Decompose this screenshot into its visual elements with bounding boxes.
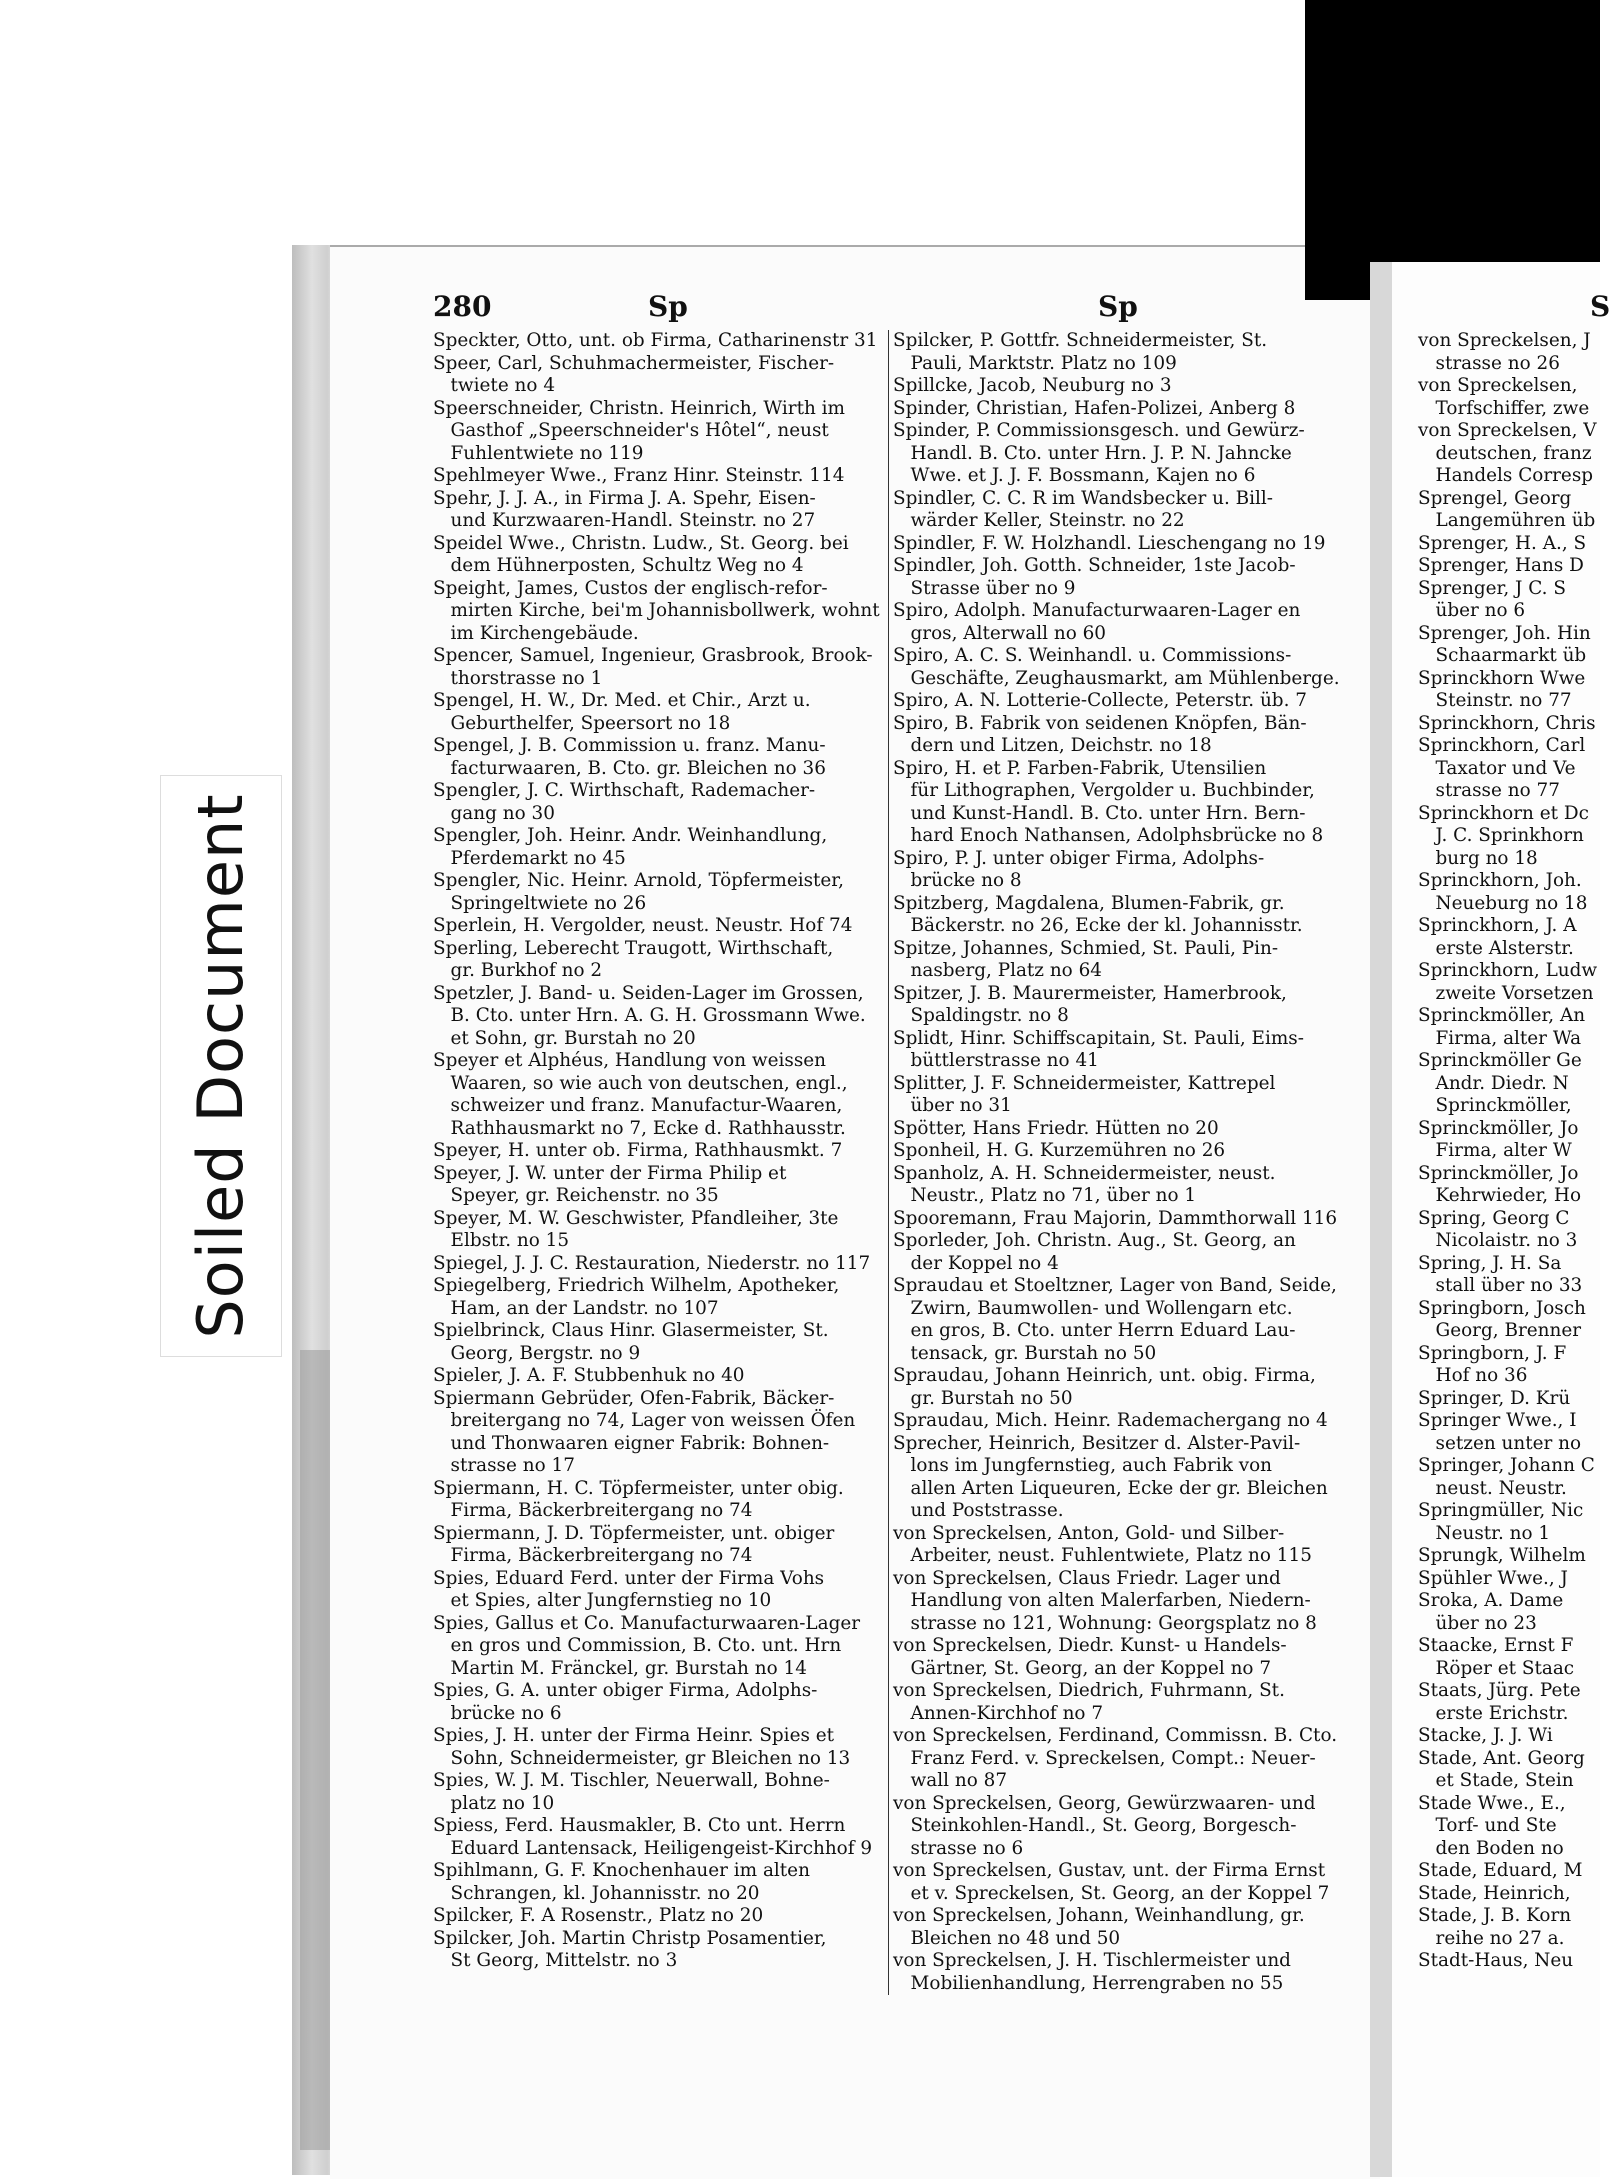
directory-entry-line: Elbstr. no 15 — [433, 1230, 570, 1251]
directory-entry-line: Spehlmeyer Wwe., Franz Hinr. Steinstr. 114 — [433, 465, 845, 486]
directory-entry-line: Arbeiter, neust. Fuhlentwiete, Platz no 115 — [893, 1545, 1312, 1566]
directory-entry-line: von Spreckelsen, Ferdinand, Commissn. B. Cto. — [893, 1725, 1338, 1746]
directory-entry-line: strasse no 121, Wohnung: Georgsplatz no 8 — [893, 1612, 1317, 1634]
directory-entry-line: Sprinckmöller, An — [1418, 1005, 1586, 1026]
directory-entry-line: Langemühren üb — [1418, 510, 1596, 531]
directory-entry-line: Spitze, Johannes, Schmied, St. Pauli, Pin- — [893, 937, 1279, 959]
directory-entry-line: Geschäfte, Zeughausmarkt, am Mühlenberge. — [893, 667, 1340, 689]
directory-entry-line: tensack, gr. Burstah no 50 — [893, 1342, 1157, 1364]
directory-entry-line: Firma, alter W — [1418, 1140, 1572, 1161]
directory-entry-line: von Spreckelsen, Diedr. Kunst- u Handels- — [893, 1635, 1287, 1656]
directory-entry-line: wärder Keller, Steinstr. no 22 — [893, 510, 1185, 531]
directory-entry-line: burg no 18 — [1418, 847, 1538, 869]
directory-entry-line: Sprenger, H. A., S — [1418, 532, 1587, 554]
directory-entry-line: Gasthof „Speerschneider's Hôtel“, neust — [433, 420, 829, 441]
directory-entry-line: von Spreckelsen, Georg, Gewürzwaaren- und — [893, 1792, 1316, 1814]
directory-entry-line: Spindler, Joh. Gotth. Schneider, 1ste Jacob- — [893, 555, 1296, 576]
directory-entry-line: Speyer, M. W. Geschwister, Pfandleiher, 3te — [433, 1207, 839, 1229]
directory-entry-line: gang no 30 — [433, 802, 555, 824]
directory-entry-line: Sprenger, Hans D — [1418, 555, 1584, 576]
directory-entry-line: stall über no 33 — [1418, 1275, 1583, 1296]
directory-entry-line: Spies, Gallus et Co. Manufacturwaaren-Lager — [433, 1612, 861, 1634]
directory-entry-line: Spies, J. H. unter der Firma Heinr. Spies et — [433, 1725, 835, 1746]
directory-entry-line: Spies, W. J. M. Tischler, Neuerwall, Bohne- — [433, 1770, 830, 1791]
directory-entry-line: den Boden no — [1418, 1837, 1564, 1859]
directory-entry-line: Stadt-Haus, Neu — [1418, 1950, 1574, 1971]
directory-entry-line: facturwaaren, B. Cto. gr. Bleichen no 36 — [433, 757, 826, 779]
directory-entry-line: gr. Burkhof no 2 — [433, 960, 603, 981]
header-right: S — [1590, 290, 1611, 323]
header-center: Sp — [1098, 290, 1138, 323]
directory-entry-line: Strasse über no 9 — [893, 577, 1076, 599]
directory-entry-line: Spengler, Nic. Heinr. Arnold, Töpfermeister, — [433, 870, 844, 891]
page-edge-shadow — [300, 1350, 330, 2150]
directory-entry-line: Spehr, J. J. A., in Firma J. A. Spehr, Eisen- — [433, 487, 816, 509]
directory-entry-line: Springborn, J. F — [1418, 1342, 1567, 1364]
directory-entry-line: über no 31 — [893, 1095, 1012, 1116]
directory-entry-line: Sprinckhorn, Joh. — [1418, 870, 1582, 891]
directory-entry-line: Spiegel, J. J. C. Restauration, Niederstr. no 117 — [433, 1252, 871, 1274]
directory-entry-line: Springer, Johann C — [1418, 1455, 1595, 1476]
directory-entry-line: Staats, Jürg. Pete — [1418, 1680, 1581, 1701]
directory-entry-line: von Spreckelsen, V — [1418, 420, 1597, 441]
directory-entry-line: en gros und Commission, B. Cto. unt. Hrn — [433, 1635, 842, 1656]
directory-entry-line: Firma, Bäckerbreitergang no 74 — [433, 1545, 753, 1566]
directory-entry-line: von Spreckelsen, Anton, Gold- und Silber- — [893, 1522, 1285, 1544]
directory-entry-line: erste Erichstr. — [1418, 1702, 1569, 1724]
book-gutter — [1370, 250, 1392, 2177]
directory-entry-line: neust. Neustr. — [1418, 1477, 1567, 1499]
directory-entry-line: Spötter, Hans Friedr. Hütten no 20 — [893, 1117, 1219, 1139]
directory-entry-line: von Spreckelsen, Diedrich, Fuhrmann, St. — [893, 1680, 1285, 1701]
directory-entry-line: über no 23 — [1418, 1612, 1537, 1634]
directory-entry-line: Springmüller, Nic — [1418, 1500, 1584, 1521]
directory-entry-line: Speyer, gr. Reichenstr. no 35 — [433, 1185, 719, 1206]
directory-entry-line: dern und Litzen, Deichstr. no 18 — [893, 735, 1212, 756]
directory-entry-line: Sprinckhorn, J. A — [1418, 915, 1577, 936]
soiled-document-label — [160, 775, 282, 1357]
directory-entry-line: Spiermann Gebrüder, Ofen-Fabrik, Bäcker- — [433, 1387, 835, 1409]
directory-entry-line: Hof no 36 — [1418, 1365, 1528, 1386]
directory-entry-line: und Thonwaaren eigner Fabrik: Bohnen- — [433, 1432, 830, 1454]
directory-entry-line: Schrangen, kl. Johannisstr. no 20 — [433, 1882, 760, 1904]
directory-entry-line: über no 6 — [1418, 600, 1526, 621]
directory-entry-line: Splitter, J. F. Schneidermeister, Kattrepel — [893, 1072, 1276, 1094]
directory-entry-line: Bleichen no 48 und 50 — [893, 1927, 1121, 1949]
directory-entry-line: Fuhlentwiete no 119 — [433, 442, 644, 464]
directory-entry-line: Stacke, J. J. Wi — [1418, 1725, 1553, 1746]
directory-entry-line: gr. Burstah no 50 — [893, 1387, 1073, 1409]
directory-entry-line: von Spreckelsen, — [1418, 375, 1578, 396]
directory-entry-line: Steinstr. no 77 — [1418, 690, 1572, 711]
directory-entry-line: Stade, J. B. Korn — [1418, 1905, 1572, 1926]
directory-column-middle — [888, 330, 1345, 1995]
directory-entry-line: und Poststrasse. — [893, 1500, 1064, 1521]
directory-entry-line: Georg, Brenner — [1418, 1320, 1581, 1341]
directory-entry-line: thorstrasse no 1 — [433, 667, 603, 689]
directory-entry-line: Sprinckhorn, Ludw — [1418, 960, 1598, 981]
directory-entry-line: Spiro, H. et P. Farben-Fabrik, Utensilien — [893, 757, 1267, 779]
directory-entry-line: Sponheil, H. G. Kurzemühren no 26 — [893, 1140, 1226, 1161]
header-left: Sp — [648, 290, 688, 323]
directory-entry-line: Stade, Eduard, M — [1418, 1860, 1583, 1881]
directory-entry-line: reihe no 27 a. — [1418, 1927, 1565, 1949]
directory-entry-line: Kehrwieder, Ho — [1418, 1185, 1582, 1206]
directory-entry-line: Spring, J. H. Sa — [1418, 1252, 1562, 1274]
directory-entry-line: Spielbrinck, Claus Hinr. Glasermeister, St. — [433, 1320, 829, 1341]
directory-entry-line: Spindler, C. C. R im Wandsbecker u. Bill- — [893, 487, 1274, 509]
directory-entry-line: Wwe. et J. J. F. Bossmann, Kajen no 6 — [893, 465, 1256, 486]
directory-entry-line: im Kirchengebäude. — [433, 622, 639, 644]
directory-entry-line: Spengel, H. W., Dr. Med. et Chir., Arzt u. — [433, 690, 811, 711]
directory-entry-line: von Spreckelsen, Johann, Weinhandlung, gr. — [893, 1905, 1305, 1926]
directory-column-left — [433, 330, 888, 1973]
directory-entry-line: Speer, Carl, Schuhmachermeister, Fischer- — [433, 352, 835, 374]
directory-entry-line: Spiermann, H. C. Töpfermeister, unter obig. — [433, 1477, 844, 1499]
directory-entry-line: Stade Wwe., E., — [1418, 1792, 1566, 1814]
directory-entry-line: Spencer, Samuel, Ingenieur, Grasbrook, Brook- — [433, 645, 873, 666]
directory-entry-line: strasse no 26 — [1418, 352, 1560, 374]
directory-entry-line: Spengler, Joh. Heinr. Andr. Weinhandlung, — [433, 825, 828, 846]
directory-entry-line: Pferdemarkt no 45 — [433, 847, 626, 869]
directory-entry-line: schweizer und franz. Manufactur-Waaren, — [433, 1095, 843, 1116]
directory-entry-line: Pauli, Marktstr. Platz no 109 — [893, 352, 1177, 374]
directory-entry-line: Speyer, J. W. unter der Firma Philip et — [433, 1162, 787, 1184]
directory-entry-line: Spiegelberg, Friedrich Wilhelm, Apotheker, — [433, 1275, 840, 1296]
directory-entry-line: Torfschiffer, zwe — [1418, 397, 1590, 419]
directory-entry-line: Splidt, Hinr. Schiffscapitain, St. Pauli, Eims- — [893, 1027, 1304, 1049]
directory-entry-line: Neueburg no 18 — [1418, 892, 1588, 914]
directory-entry-line: brücke no 8 — [893, 870, 1022, 891]
directory-entry-line: Spillcke, Jacob, Neuburg no 3 — [893, 375, 1172, 396]
directory-entry-line: allen Arten Liqueuren, Ecke der gr. Bleichen — [893, 1477, 1328, 1499]
directory-entry-line: Sroka, A. Dame — [1418, 1590, 1564, 1611]
directory-entry-line: gros, Alterwall no 60 — [893, 622, 1107, 644]
directory-entry-line: Sprinckmöller, Jo — [1418, 1162, 1579, 1184]
directory-entry-line: Bäckerstr. no 26, Ecke der kl. Johannisstr. — [893, 915, 1303, 936]
directory-entry-line: et v. Spreckelsen, St. Georg, an der Koppel 7 — [893, 1882, 1330, 1904]
directory-column-right — [1418, 330, 1618, 1973]
directory-entry-line: Steinkohlen-Handl., St. Georg, Borgesch- — [893, 1815, 1297, 1836]
directory-entry-line: Speyer, H. unter ob. Firma, Rathhausmkt. 7 — [433, 1140, 843, 1161]
directory-entry-line: strasse no 77 — [1418, 780, 1560, 801]
directory-entry-line: Sprinckhorn Wwe — [1418, 667, 1586, 689]
directory-entry-line: Stade, Ant. Georg — [1418, 1747, 1585, 1769]
directory-entry-line: Spiro, A. C. S. Weinhandl. u. Commissions- — [893, 645, 1292, 666]
directory-entry-line: twiete no 4 — [433, 375, 556, 396]
scan-black-notch — [1305, 0, 1370, 300]
directory-entry-line: Spraudau et Stoeltzner, Lager von Band, Seide, — [893, 1275, 1337, 1296]
directory-entry-line: von Spreckelsen, J. H. Tischlermeister und — [893, 1950, 1291, 1971]
directory-entry-line: Speckter, Otto, unt. ob Firma, Catharinenstr 31 — [433, 330, 878, 351]
directory-entry-line: Firma, Bäckerbreitergang no 74 — [433, 1500, 753, 1521]
directory-entry-line: Staacke, Ernst F — [1418, 1635, 1574, 1656]
directory-entry-line: von Spreckelsen, J — [1418, 330, 1591, 351]
directory-entry-line: dem Hühnerposten, Schultz Weg no 4 — [433, 555, 804, 576]
directory-entry-line: Andr. Diedr. N — [1418, 1072, 1569, 1094]
directory-entry-line: setzen unter no — [1418, 1432, 1582, 1454]
directory-entry-line: Spilcker, F. A Rosenstr., Platz no 20 — [433, 1905, 764, 1926]
directory-entry-line: Nicolaistr. no 3 — [1418, 1230, 1578, 1251]
directory-entry-line: Spring, Georg C — [1418, 1207, 1570, 1229]
directory-entry-line: Neustr. no 1 — [1418, 1522, 1551, 1544]
directory-entry-line: Sprungk, Wilhelm — [1418, 1545, 1586, 1566]
directory-entry-line: strasse no 6 — [893, 1837, 1024, 1859]
directory-entry-line: Spiro, B. Fabrik von seidenen Knöpfen, Bän- — [893, 712, 1307, 734]
directory-entry-line: strasse no 17 — [433, 1455, 575, 1476]
directory-entry-line: Stade, Heinrich, — [1418, 1882, 1571, 1904]
directory-entry-line: Spinder, P. Commissionsgesch. und Gewürz- — [893, 420, 1305, 441]
directory-entry-line: von Spreckelsen, Claus Friedr. Lager und — [893, 1567, 1281, 1589]
directory-entry-line: büttlerstrasse no 41 — [893, 1050, 1099, 1071]
directory-entry-line: Sprecher, Heinrich, Besitzer d. Alster-Pavil- — [893, 1432, 1301, 1454]
directory-entry-line: et Sohn, gr. Burstah no 20 — [433, 1027, 696, 1049]
directory-entry-line: Mobilienhandlung, Herrengraben no 55 — [893, 1972, 1284, 1994]
directory-entry-line: Spinder, Christian, Hafen-Polizei, Anberg 8 — [893, 397, 1296, 419]
directory-entry-line: Spitzer, J. B. Maurermeister, Hamerbrook, — [893, 982, 1287, 1004]
directory-entry-line: breitergang no 74, Lager von weissen Öfen — [433, 1410, 856, 1431]
directory-entry-line: Annen-Kirchhof no 7 — [893, 1702, 1104, 1724]
directory-entry-line: Waaren, so wie auch von deutschen, engl., — [433, 1072, 848, 1094]
directory-entry-line: Speyer et Alphéus, Handlung von weissen — [433, 1050, 826, 1071]
directory-entry-line: et Stade, Stein — [1418, 1770, 1574, 1791]
directory-entry-line: Geburthelfer, Speersort no 18 — [433, 712, 731, 734]
directory-entry-line: Firma, alter Wa — [1418, 1027, 1582, 1049]
directory-entry-line: Spetzler, J. Band- u. Seiden-Lager im Grossen, — [433, 982, 864, 1004]
directory-entry-line: Spieler, J. A. F. Stubbenhuk no 40 — [433, 1365, 745, 1386]
directory-entry-line: Springeltwiete no 26 — [433, 892, 647, 914]
directory-entry-line: Sporleder, Joh. Christn. Aug., St. Georg, an — [893, 1230, 1296, 1251]
directory-entry-line: Speight, James, Custos der englisch-refor- — [433, 577, 828, 599]
directory-entry-line: Georg, Bergstr. no 9 — [433, 1342, 641, 1364]
directory-entry-line: Spengel, J. B. Commission u. franz. Manu- — [433, 735, 826, 756]
directory-entry-line: Spiermann, J. D. Töpfermeister, unt. obiger — [433, 1522, 835, 1544]
directory-entry-line: Spilcker, P. Gottfr. Schneidermeister, St. — [893, 330, 1268, 351]
directory-entry-line: Handels Corresp — [1418, 465, 1594, 486]
directory-entry-line: Spiro, A. N. Lotterie-Collecte, Peterstr. üb. 7 — [893, 690, 1307, 711]
directory-entry-line: Torf- und Ste — [1418, 1815, 1557, 1836]
directory-entry-line: Sprinckmöller, — [1418, 1095, 1572, 1116]
directory-entry-line: Sperlein, H. Vergolder, neust. Neustr. Hof 74 — [433, 915, 853, 936]
directory-entry-line: Handlung von alten Malerfarben, Niedern- — [893, 1590, 1311, 1611]
directory-entry-line: platz no 10 — [433, 1792, 555, 1814]
label-text: Soiled Document — [184, 793, 257, 1339]
directory-entry-line: wall no 87 — [893, 1770, 1008, 1791]
directory-entry-line: Sprinckhorn, Carl — [1418, 735, 1586, 756]
directory-entry-line: Spindler, F. W. Holzhandl. Lieschengang no 19 — [893, 532, 1326, 554]
directory-entry-line: Spihlmann, G. F. Knochenhauer im alten — [433, 1860, 810, 1881]
directory-entry-line: Franz Ferd. v. Spreckelsen, Compt.: Neuer- — [893, 1747, 1316, 1769]
directory-entry-line: deutschen, franz — [1418, 442, 1592, 464]
directory-entry-line: Spiro, Adolph. Manufacturwaaren-Lager en — [893, 600, 1301, 621]
directory-entry-line: en gros, B. Cto. unter Herrn Eduard Lau- — [893, 1320, 1296, 1341]
directory-entry-line: Spies, Eduard Ferd. unter der Firma Vohs — [433, 1567, 825, 1589]
directory-entry-line: Gärtner, St. Georg, an der Koppel no 7 — [893, 1657, 1272, 1679]
directory-entry-line: Neustr., Platz no 71, über no 1 — [893, 1185, 1197, 1206]
directory-entry-line: Sprinckhorn, Chris — [1418, 712, 1596, 734]
directory-entry-line: und Kurzwaaren-Handl. Steinstr. no 27 — [433, 510, 816, 531]
directory-entry-line: Spraudau, Mich. Heinr. Rademachergang no 4 — [893, 1410, 1328, 1431]
directory-entry-line: und Kunst-Handl. B. Cto. unter Hrn. Bern- — [893, 802, 1306, 824]
directory-entry-line: Sprinckmöller, Jo — [1418, 1117, 1579, 1139]
directory-entry-line: Springer Wwe., I — [1418, 1410, 1577, 1431]
directory-entry-line: J. C. Sprinkhorn — [1418, 825, 1584, 846]
directory-entry-line: Spaldingstr. no 8 — [893, 1005, 1069, 1026]
directory-entry-line: Schaarmarkt üb — [1418, 645, 1587, 666]
directory-entry-line: Spitzberg, Magdalena, Blumen-Fabrik, gr. — [893, 892, 1285, 914]
directory-entry-line: nasberg, Platz no 64 — [893, 960, 1103, 981]
directory-entry-line: Spühler Wwe., J — [1418, 1567, 1568, 1589]
directory-entry-line: von Spreckelsen, Gustav, unt. der Firma Ernst — [893, 1860, 1326, 1881]
directory-entry-line: Eduard Lantensack, Heiligengeist-Kirchhof 9 — [433, 1837, 873, 1859]
directory-entry-line: hard Enoch Nathansen, Adolphsbrücke no 8 — [893, 825, 1324, 846]
directory-entry-line: Spengler, J. C. Wirthschaft, Rademacher- — [433, 780, 816, 801]
directory-entry-line: et Spies, alter Jungfernstieg no 10 — [433, 1590, 772, 1611]
directory-entry-line: Ham, an der Landstr. no 107 — [433, 1297, 719, 1319]
directory-entry-line: Röper et Staac — [1418, 1657, 1575, 1679]
directory-entry-line: zweite Vorsetzen — [1418, 982, 1594, 1004]
directory-entry-line: B. Cto. unter Hrn. A. G. H. Grossmann Wwe. — [433, 1005, 866, 1026]
directory-entry-line: Spies, G. A. unter obiger Firma, Adolphs- — [433, 1680, 818, 1701]
directory-entry-line: Springer, D. Krü — [1418, 1387, 1571, 1409]
directory-entry-line: Taxator und Ve — [1418, 757, 1576, 779]
page-number: 280 — [433, 290, 492, 323]
directory-entry-line: Rathhausmarkt no 7, Ecke d. Rathhausstr. — [433, 1117, 846, 1139]
directory-entry-line: der Koppel no 4 — [893, 1252, 1059, 1274]
directory-entry-line: Spiess, Ferd. Hausmakler, B. Cto unt. Herrn — [433, 1815, 846, 1836]
directory-entry-line: Zwirn, Baumwollen- und Wollengarn etc. — [893, 1297, 1293, 1319]
directory-entry-line: Sperling, Leberecht Traugott, Wirthschaft, — [433, 937, 834, 959]
directory-entry-line: brücke no 6 — [433, 1702, 562, 1724]
directory-entry-line: Sprinckmöller Ge — [1418, 1050, 1582, 1071]
directory-entry-line: Sprenger, J C. S — [1418, 577, 1566, 599]
directory-entry-line: Sohn, Schneidermeister, gr Bleichen no 13 — [433, 1747, 851, 1769]
directory-entry-line: Spilcker, Joh. Martin Christp Posamentier, — [433, 1927, 827, 1949]
directory-entry-line: St Georg, Mittelstr. no 3 — [433, 1950, 678, 1971]
directory-entry-line: Sprinckhorn et Dc — [1418, 802, 1589, 824]
directory-entry-line: Spiro, P. J. unter obiger Firma, Adolphs- — [893, 847, 1265, 869]
directory-entry-line: Spanholz, A. H. Schneidermeister, neust. — [893, 1162, 1276, 1184]
directory-entry-line: lons im Jungfernstieg, auch Fabrik von — [893, 1455, 1273, 1476]
directory-entry-line: Sprenger, Joh. Hin — [1418, 622, 1591, 644]
directory-entry-line: Speerschneider, Christn. Heinrich, Wirth im — [433, 397, 846, 419]
directory-entry-line: Speidel Wwe., Christn. Ludw., St. Georg. bei — [433, 532, 849, 554]
directory-entry-line: für Lithographen, Vergolder u. Buchbinder, — [893, 780, 1315, 801]
directory-entry-line: Sprengel, Georg — [1418, 487, 1572, 509]
directory-entry-line: Spooremann, Frau Majorin, Dammthorwall 116 — [893, 1207, 1338, 1229]
directory-entry-line: Spraudau, Johann Heinrich, unt. obig. Firma, — [893, 1365, 1316, 1386]
directory-entry-line: Martin M. Fränckel, gr. Burstah no 14 — [433, 1657, 807, 1679]
directory-entry-line: mirten Kirche, bei'm Johannisbollwerk, wohnt — [433, 600, 880, 621]
directory-entry-line: Handl. B. Cto. unter Hrn. J. P. N. Jahncke — [893, 442, 1292, 464]
directory-entry-line: Springborn, Josch — [1418, 1297, 1586, 1319]
directory-entry-line: erste Alsterstr. — [1418, 937, 1574, 959]
